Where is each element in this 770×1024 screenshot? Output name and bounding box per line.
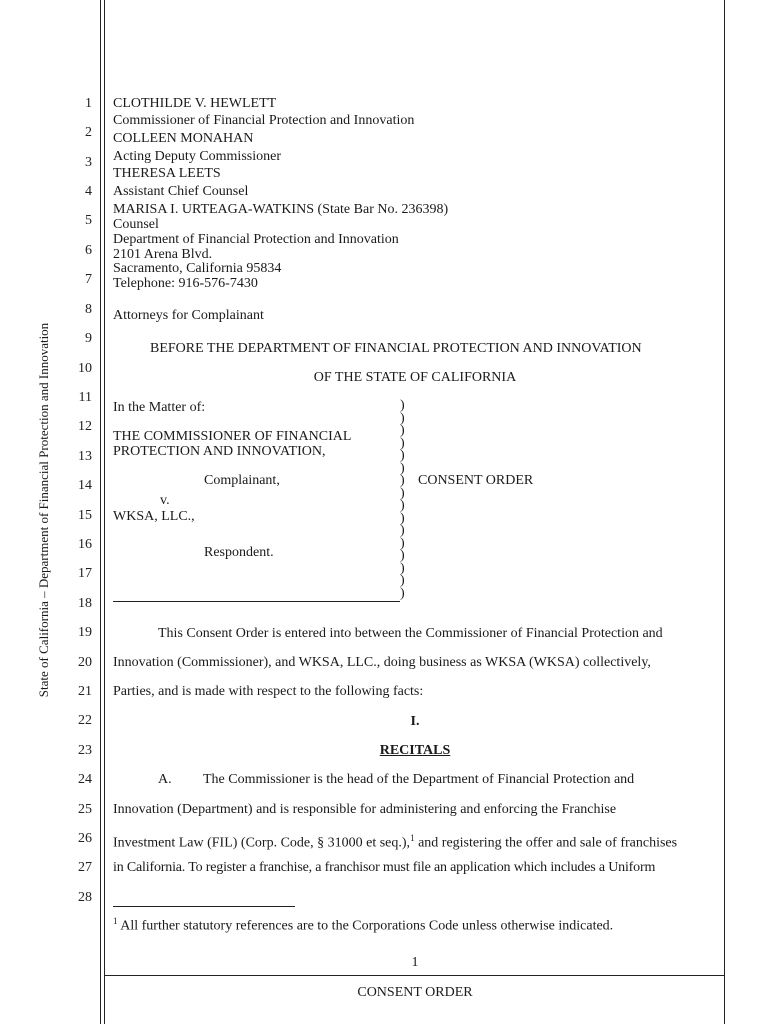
intro-line: Parties, and is made with respect to the following facts: — [113, 684, 424, 699]
footnote — [113, 914, 613, 934]
recital-a-line — [113, 831, 677, 851]
caption-paren: ) — [400, 498, 405, 513]
caption-complainant-name: PROTECTION AND INNOVATION, — [113, 444, 326, 459]
line-number: 7 — [85, 272, 92, 287]
recital-a-text: Investment Law (FIL) (Corp. Code, § 31000 et seq.), — [113, 835, 411, 851]
header-line: Sacramento, California 95834 — [113, 261, 282, 276]
line-number: 4 — [85, 184, 92, 199]
line-number: 19 — [78, 625, 92, 640]
caption-paren: ) — [400, 423, 405, 438]
caption-matter: In the Matter of: — [113, 400, 206, 415]
sidebar-caption: State of California – Department of Financial Protection and Innovation — [36, 322, 51, 698]
section-title-text: RECITALS — [379, 743, 451, 758]
line-number: 21 — [78, 684, 92, 699]
page-number: 1 — [411, 955, 419, 970]
line-number: 24 — [78, 772, 92, 787]
line-number: 8 — [85, 302, 92, 317]
section-number: I. — [410, 714, 420, 729]
line-number: 6 — [85, 243, 92, 258]
header-line: Commissioner of Financial Protection and Innovation — [113, 113, 415, 128]
caption-paren: ) — [400, 573, 405, 588]
line-number: 28 — [78, 890, 92, 905]
left-margin-rule-inner — [104, 0, 105, 1024]
line-number: 18 — [78, 596, 92, 611]
footnote-separator — [113, 906, 295, 907]
caption-respondent-name: WKSA, LLC., — [113, 509, 195, 524]
footnote-text: All further statutory references are to the Corporations Code unless otherwise indicated. — [117, 918, 614, 934]
caption-paren: ) — [400, 535, 405, 551]
recital-a-line: Innovation (Department) and is responsible for administering and enforcing the Franchise — [113, 802, 617, 817]
caption-paren: ) — [400, 460, 405, 476]
header-line: 2101 Arena Blvd. — [113, 247, 213, 262]
recital-a-label: A. — [158, 772, 172, 787]
caption-paren: ) — [400, 510, 405, 526]
footer-rule — [104, 975, 724, 976]
line-number: 12 — [78, 419, 92, 434]
attorneys-for-label: Attorneys for Complainant — [113, 308, 264, 323]
footnote-marker: 1 — [113, 916, 118, 926]
left-margin-rule-outer — [100, 0, 101, 1024]
header-line: Assistant Chief Counsel — [113, 184, 249, 199]
line-number: 17 — [78, 566, 92, 581]
caption-respondent-label: Respondent. — [204, 545, 274, 560]
caption-paren: ) — [400, 548, 405, 563]
header-line: Acting Deputy Commissioner — [113, 149, 281, 164]
line-number: 16 — [78, 537, 92, 552]
recital-a-line: The Commissioner is the head of the Department of Financial Protection and — [203, 772, 635, 787]
section-title — [0, 743, 770, 758]
line-number: 3 — [85, 155, 92, 170]
header-line: COLLEEN MONAHAN — [113, 131, 254, 146]
line-number: 13 — [78, 449, 92, 464]
caption-paren: ) — [400, 435, 405, 451]
header-line: Department of Financial Protection and Innovation — [113, 232, 399, 247]
caption-paren: ) — [400, 523, 405, 538]
line-number: 26 — [78, 831, 92, 846]
right-margin-rule — [724, 0, 725, 1024]
line-number: 23 — [78, 743, 92, 758]
line-number: 22 — [78, 713, 92, 728]
caption-paren: ) — [400, 585, 405, 601]
caption-paren: ) — [400, 410, 405, 426]
caption-complainant-name: THE COMMISSIONER OF FINANCIAL — [113, 429, 352, 444]
tribunal-heading-line1: BEFORE THE DEPARTMENT OF FINANCIAL PROTECTION AND INNOVATION — [150, 341, 642, 356]
intro-line: Innovation (Commissioner), and WKSA, LLC., doing business as WKSA (WKSA) collectively, — [113, 655, 651, 670]
header-line: Counsel — [113, 217, 159, 232]
line-number: 11 — [78, 390, 92, 405]
recital-a-line: in California. To register a franchise, a franchisor must file an application which includes a Uniform — [113, 860, 656, 875]
caption-complainant-label: Complainant, — [204, 473, 280, 488]
line-number: 9 — [85, 331, 92, 346]
line-number: 2 — [85, 125, 92, 140]
line-number: 20 — [78, 655, 92, 670]
caption-paren: ) — [400, 448, 405, 463]
tribunal-heading-line2: OF THE STATE OF CALIFORNIA — [313, 370, 517, 385]
caption-paren-column — [400, 400, 410, 600]
recital-a-text: and registering the offer and sale of franchises — [414, 835, 678, 851]
caption-paren: ) — [400, 473, 405, 488]
caption-versus: v. — [160, 493, 170, 508]
header-line: THERESA LEETS — [113, 166, 221, 181]
line-number: 25 — [78, 802, 92, 817]
caption-paren: ) — [400, 398, 405, 413]
line-number: 14 — [78, 478, 92, 493]
footer-title: CONSENT ORDER — [357, 985, 473, 1000]
footnote-reference[interactable]: 1 — [410, 833, 415, 843]
header-line: MARISA I. URTEAGA-WATKINS (State Bar No. 236398) — [113, 202, 449, 217]
line-number: 1 — [85, 96, 92, 111]
header-line: Telephone: 916-576-7430 — [113, 276, 258, 291]
caption-paren: ) — [400, 485, 405, 501]
line-number: 5 — [85, 213, 92, 228]
intro-line: This Consent Order is entered into between the Commissioner of Financial Protection and — [158, 626, 663, 641]
document-title: CONSENT ORDER — [418, 473, 534, 488]
line-number: 27 — [78, 860, 92, 875]
caption-paren: ) — [400, 560, 405, 576]
header-line: CLOTHILDE V. HEWLETT — [113, 96, 277, 111]
line-number: 10 — [78, 361, 92, 376]
line-number: 15 — [78, 508, 92, 523]
caption-underline — [113, 601, 400, 602]
